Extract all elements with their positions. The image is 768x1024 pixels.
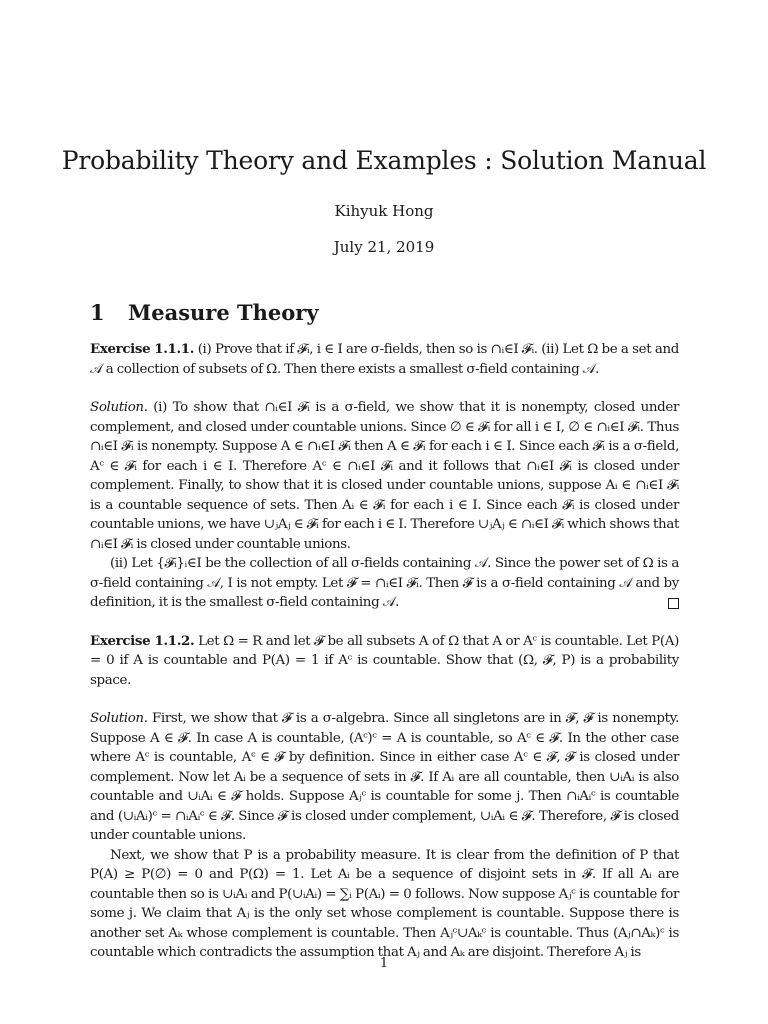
solution-2-paragraph-1 <box>90 709 679 846</box>
solution-1-paragraph-2 <box>90 554 679 613</box>
exercise-label: Exercise 1.1.1. <box>90 341 195 357</box>
solution-text: (ii) Let {𝓕ᵢ}ᵢ∈I be the collection of all σ-fields containing 𝒜. Since the power set of Ω is a σ-field containing 𝒜, I is not empty. Let 𝓕 = ∩ᵢ∈I 𝓕ᵢ. Then 𝓕 is a σ-field containing 𝒜 and by definition, it is the smallest σ-field containing 𝒜. <box>90 556 679 610</box>
qed-square-icon <box>668 598 679 609</box>
exercise-text: (i) Prove that if 𝓕ᵢ, i ∈ I are σ-fields, then so is ∩ᵢ∈I 𝓕ᵢ. (ii) Let Ω be a set and 𝒜 a collection of subsets of Ω. Then there exists a smallest σ-field containing 𝒜. <box>90 342 679 377</box>
solution-text: (i) To show that ∩ᵢ∈I 𝓕ᵢ is a σ-field, we show that it is nonempty, closed under complement, and closed under countable unions. Since ∅ ∈ 𝓕ᵢ for all i ∈ I, ∅ ∈ ∩ᵢ∈I 𝓕ᵢ. Thus ∩ᵢ∈I 𝓕ᵢ is nonempty. Suppose A ∈ ∩ᵢ∈I 𝓕ᵢ then A ∈ 𝓕ᵢ for each i ∈ I. Since each 𝓕ᵢ is a σ-field, Aᶜ ∈ 𝓕ᵢ for each i ∈ I. Therefore Aᶜ ∈ ∩ᵢ∈I 𝓕ᵢ and it follows that ∩ᵢ∈I 𝓕ᵢ is closed under complement. Finally, to show that it is closed under countable unions, suppose Aᵢ ∈ ∩ᵢ∈I 𝓕ᵢ is a countable sequence of sets. Then Aᵢ ∈ 𝓕ᵢ for each i ∈ I. Since each 𝓕ᵢ is closed under countable unions, we have ∪ⱼAⱼ ∈ 𝓕ᵢ for each i ∈ I. Therefore ∪ⱼAⱼ ∈ ∩ᵢ∈I 𝓕ᵢ which shows that ∩ᵢ∈I 𝓕ᵢ is closed under countable unions. <box>90 400 679 552</box>
exercise-label: Exercise 1.1.2. <box>90 632 195 649</box>
document-date: July 21, 2019 <box>333 238 435 256</box>
solution-label: Solution. <box>90 711 148 726</box>
exercise-1-1-1 <box>90 340 679 379</box>
exercise-text: Let Ω = R and let 𝓕 be all subsets A of Ω that A or Aᶜ is countable. Let P(A) = 0 if A is countable and P(A) = 1 if Aᶜ is countable. Show that (Ω, 𝓕, P) is a probability space. <box>90 633 679 688</box>
exercise-1-1-2 <box>90 632 679 691</box>
solution-label: Solution. <box>90 400 148 415</box>
solution-1-paragraph-1 <box>90 398 679 554</box>
section-title: Measure Theory <box>128 300 319 325</box>
section-number: 1 <box>90 300 105 325</box>
page-number: 1 <box>379 956 389 971</box>
solution-text: First, we show that 𝓕 is a σ-algebra. Since all singletons are in 𝓕, 𝓕 is nonempty. Suppose A ∈ 𝓕. In case A is countable, (Aᶜ)ᶜ = A is countable, so Aᶜ ∈ 𝓕. In the other case where Aᶜ is countable, Aᶜ ∈ 𝓕 by definition. Since in either case Aᶜ ∈ 𝓕, 𝓕 is closed under complement. Now let Aᵢ be a sequence of sets in 𝓕. If Aᵢ are all countable, then ∪ᵢAᵢ is also countable and ∪ᵢAᵢ ∈ 𝓕 holds. Suppose Aⱼᶜ is countable for some j. Then ∩ᵢAᵢᶜ is countable and (∪ᵢAᵢ)ᶜ = ∩ᵢAᵢᶜ ∈ 𝓕. Since 𝓕 is closed under complement, ∪ᵢAᵢ ∈ 𝓕. Therefore, 𝓕 is closed under countable unions. <box>90 711 679 843</box>
solution-2-paragraph-2 <box>90 846 679 963</box>
document-body <box>90 340 679 963</box>
section-heading <box>90 300 319 325</box>
document-title: Probability Theory and Examples : Solution Manual <box>61 146 707 175</box>
solution-text: Next, we show that P is a probability measure. It is clear from the definition of P that P(A) ≥ P(∅) = 0 and P(Ω) = 1. Let Aᵢ be a sequence of disjoint sets in 𝓕. If all Aᵢ are countable then so is ∪ᵢAᵢ and P(∪ᵢAᵢ) = ∑ᵢ P(Aᵢ) = 0 follows. Now suppose Aⱼᶜ is countable for some j. We claim that Aⱼ is the only set whose complement is countable. Suppose there is another set Aₖ whose complement is countable. Then Aⱼᶜ∪Aₖᶜ is countable. Thus (Aⱼ∩Aₖ)ᶜ is countable which contradicts the assumption that Aⱼ and Aₖ are disjoint. Therefore Aⱼ is <box>90 847 679 960</box>
document-author: Kihyuk Hong <box>334 202 434 220</box>
